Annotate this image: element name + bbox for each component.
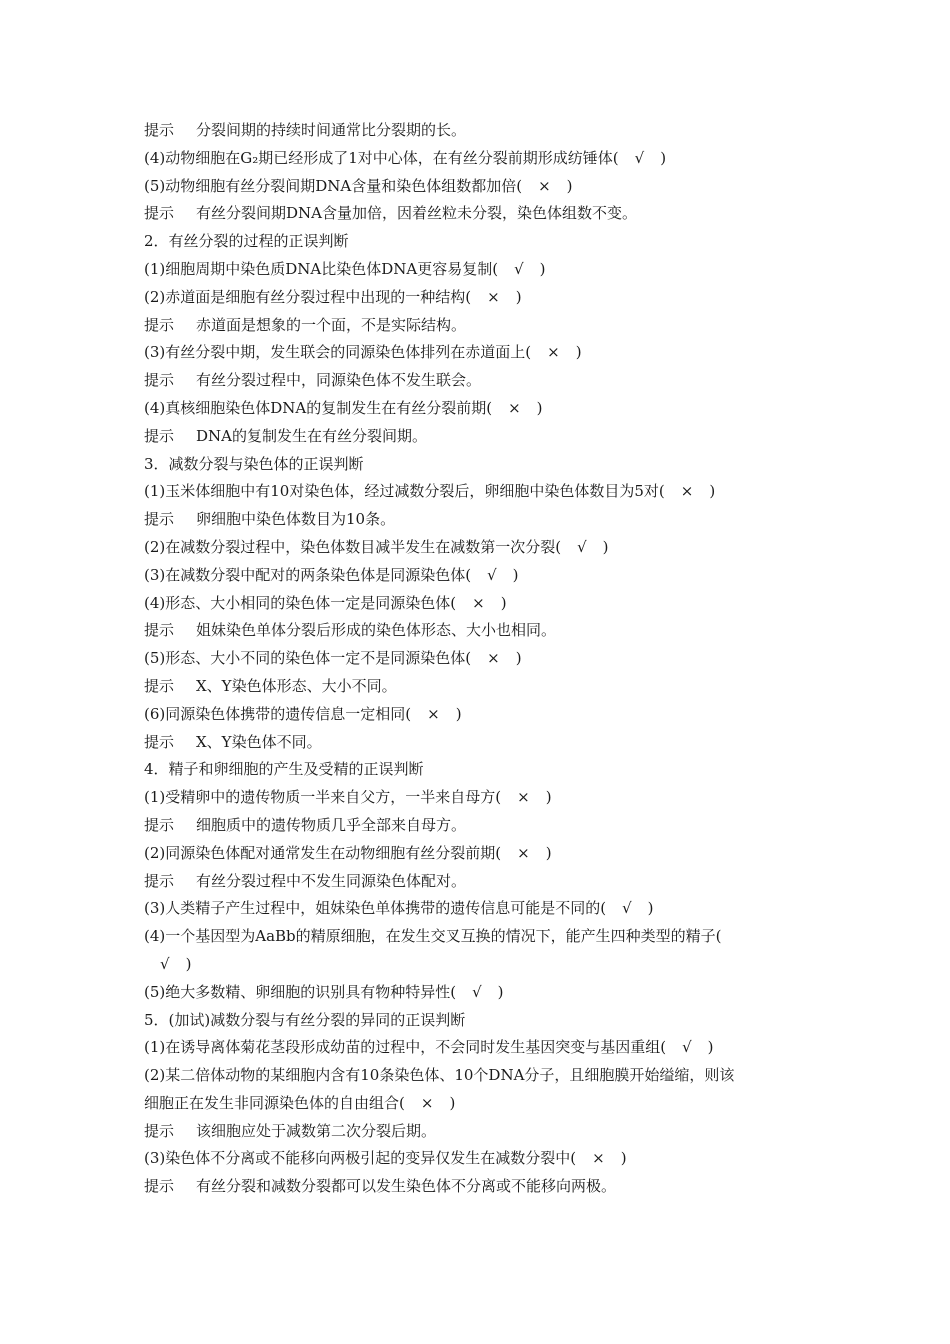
- answer-mark: √: [682, 1038, 692, 1057]
- question-text: (6)同源染色体携带的遗传信息一定相同(: [144, 704, 412, 723]
- hint-text: 有丝分裂和减数分裂都可以发生染色体不分离或不能移向两极。: [196, 1177, 617, 1196]
- question-text-line: (2)某二倍体动物的某细胞内含有10条染色体、10个DNA分子，且细胞膜开始缢缩，则该: [144, 1066, 735, 1085]
- hint-line: [144, 1118, 814, 1146]
- question-item: [144, 840, 814, 868]
- hint-line: [144, 367, 814, 395]
- closing-paren: ): [536, 398, 543, 417]
- hint-text: 细胞质中的遗传物质几乎全部来自母方。: [196, 815, 467, 834]
- question-item: [144, 395, 814, 423]
- question-item: [144, 784, 814, 812]
- closing-paren: ): [602, 537, 609, 556]
- question-item: [144, 284, 814, 312]
- closing-paren: ): [497, 982, 504, 1001]
- question-text-line: (4)一个基因型为AaBb的精原细胞，在发生交叉互换的情况下，能产生四种类型的精子(: [144, 927, 722, 946]
- hint-text: DNA的复制发生在有丝分裂间期。: [196, 426, 427, 445]
- closing-paren: ): [660, 148, 667, 167]
- hint-text: 有丝分裂过程中不发生同源染色体配对。: [196, 871, 467, 890]
- hint-text: 卵细胞中染色体数目为10条。: [196, 510, 396, 529]
- question-item: [144, 979, 814, 1007]
- hint-text: 有丝分裂过程中，同源染色体不发生联会。: [196, 371, 482, 390]
- question-text: (4)动物细胞在G₂期已经形成了1对中心体，在有丝分裂前期形成纺锤体(: [144, 148, 619, 167]
- hint-label: 提示: [144, 510, 175, 529]
- section-heading: 5．(加试)减数分裂与有丝分裂的异同的正误判断: [144, 1010, 466, 1029]
- hint-label: 提示: [144, 204, 175, 223]
- answer-mark: ×: [592, 1149, 605, 1168]
- question-text: (2)在减数分裂过程中，染色体数目减半发生在减数第一次分裂(: [144, 537, 562, 556]
- question-text: (1)受精卵中的遗传物质一半来自父方，一半来自母方(: [144, 788, 502, 807]
- answer-mark: ×: [547, 343, 560, 362]
- answer-mark: ×: [517, 843, 530, 862]
- hint-label: 提示: [144, 426, 175, 445]
- hint-label: 提示: [144, 676, 175, 695]
- closing-paren: ): [707, 1038, 714, 1057]
- hint-text: 该细胞应处于减数第二次分裂后期。: [196, 1121, 437, 1140]
- answer-mark: ×: [487, 649, 500, 668]
- closing-paren: ): [566, 176, 573, 195]
- answer-mark: ×: [517, 788, 530, 807]
- answer-mark: √: [577, 537, 587, 556]
- question-text: (4)形态、大小相同的染色体一定是同源染色体(: [144, 593, 457, 612]
- hint-line: [144, 423, 814, 451]
- hint-line: [144, 729, 814, 757]
- question-text: (3)染色体不分离或不能移向两极引起的变异仅发生在减数分裂中(: [144, 1149, 577, 1168]
- question-text: (5)绝大多数精、卵细胞的识别具有物种特异性(: [144, 982, 457, 1001]
- hint-text: X、Y染色体不同。: [196, 732, 322, 751]
- answer-mark: √: [487, 565, 497, 584]
- hint-line: [144, 117, 814, 145]
- answer-mark: ×: [680, 482, 694, 501]
- question-text: (3)人类精子产生过程中，姐妹染色单体携带的遗传信息可能是不同的(: [144, 899, 607, 918]
- question-item: [144, 173, 814, 201]
- answer-mark: ×: [420, 1093, 434, 1112]
- closing-paren: ): [545, 843, 552, 862]
- answer-mark: ×: [427, 704, 440, 723]
- answer-mark: ×: [538, 176, 551, 195]
- question-text: (1)在诱导离体菊花茎段形成幼苗的过程中，不会同时发生基因突变与基因重组(: [144, 1038, 667, 1057]
- hint-label: 提示: [144, 1121, 175, 1140]
- question-item: [144, 339, 814, 367]
- hint-line: [144, 506, 814, 534]
- closing-paren: ): [647, 899, 654, 918]
- hint-line: [144, 617, 814, 645]
- question-item: [144, 562, 814, 590]
- closing-paren: ): [449, 1093, 456, 1112]
- answer-mark: ×: [508, 398, 521, 417]
- hint-label: 提示: [144, 1177, 175, 1196]
- question-text: (1)玉米体细胞中有10对染色体，经过减数分裂后，卵细胞中染色体数目为5对(: [144, 482, 665, 501]
- closing-paren: ): [545, 788, 552, 807]
- question-item: [144, 1090, 814, 1118]
- hint-line: [144, 673, 814, 701]
- question-text: (2)同源染色体配对通常发生在动物细胞有丝分裂前期(: [144, 843, 502, 862]
- question-item: [144, 478, 814, 506]
- closing-paren: ): [539, 259, 546, 278]
- hint-label: 提示: [144, 732, 175, 751]
- question-item: [144, 256, 814, 284]
- hint-text: 有丝分裂间期DNA含量加倍，因着丝粒未分裂，染色体组数不变。: [196, 204, 637, 223]
- closing-paren: ): [515, 649, 522, 668]
- question-item: [144, 145, 814, 173]
- closing-paren: ): [575, 343, 582, 362]
- hint-label: 提示: [144, 815, 175, 834]
- closing-paren: ): [455, 704, 462, 723]
- question-item: [144, 1034, 814, 1062]
- hint-line: [144, 200, 814, 228]
- hint-line: [144, 868, 814, 896]
- answer-mark: √: [622, 899, 632, 918]
- answer-mark: √: [160, 954, 170, 973]
- question-text: (4)真核细胞染色体DNA的复制发生在有丝分裂前期(: [144, 398, 493, 417]
- hint-label: 提示: [144, 871, 175, 890]
- closing-paren: ): [512, 565, 519, 584]
- answer-mark: √: [514, 259, 524, 278]
- answer-mark: √: [634, 148, 645, 167]
- question-text: (3)有丝分裂中期，发生联会的同源染色体排列在赤道面上(: [144, 343, 532, 362]
- question-text: 细胞正在发生非同源染色体的自由组合(: [144, 1093, 405, 1112]
- question-item: [144, 645, 814, 673]
- answer-mark: √: [472, 982, 482, 1001]
- section-heading: 2．有丝分裂的过程的正误判断: [144, 232, 349, 251]
- answer-mark: ×: [472, 593, 485, 612]
- closing-paren: ): [500, 593, 507, 612]
- hint-text: 赤道面是想象的一个面，不是实际结构。: [196, 315, 467, 334]
- document-body: [144, 117, 814, 1201]
- closing-paren: ): [709, 482, 716, 501]
- section-heading: 3．减数分裂与染色体的正误判断: [144, 454, 364, 473]
- closing-paren: ): [515, 287, 522, 306]
- hint-line: [144, 312, 814, 340]
- question-item: [144, 590, 814, 618]
- hint-label: 提示: [144, 621, 175, 640]
- question-item: [144, 895, 814, 923]
- question-text: (1)细胞周期中染色质DNA比染色体DNA更容易复制(: [144, 259, 499, 278]
- closing-paren: ): [620, 1149, 627, 1168]
- hint-text: 分裂间期的持续时间通常比分裂期的长。: [196, 121, 467, 139]
- hint-label: 提示: [144, 121, 175, 139]
- section-heading: 4．精子和卵细胞的产生及受精的正误判断: [144, 760, 424, 779]
- question-text: (5)动物细胞有丝分裂间期DNA含量和染色体组数都加倍(: [144, 176, 523, 195]
- question-item: [144, 951, 814, 979]
- hint-label: 提示: [144, 315, 175, 334]
- question-text: (2)赤道面是细胞有丝分裂过程中出现的一种结构(: [144, 287, 472, 306]
- question-item: [144, 534, 814, 562]
- hint-label: 提示: [144, 371, 175, 390]
- question-text: (3)在减数分裂中配对的两条染色体是同源染色体(: [144, 565, 472, 584]
- hint-text: 姐妹染色单体分裂后形成的染色体形态、大小也相同。: [196, 621, 557, 640]
- answer-mark: ×: [487, 287, 500, 306]
- closing-paren: ): [185, 954, 192, 973]
- question-item: [144, 1145, 814, 1173]
- hint-line: [144, 812, 814, 840]
- question-text: (5)形态、大小不同的染色体一定不是同源染色体(: [144, 649, 472, 668]
- hint-text: X、Y染色体形态、大小不同。: [196, 676, 397, 695]
- hint-line: [144, 1173, 814, 1201]
- question-item: [144, 701, 814, 729]
